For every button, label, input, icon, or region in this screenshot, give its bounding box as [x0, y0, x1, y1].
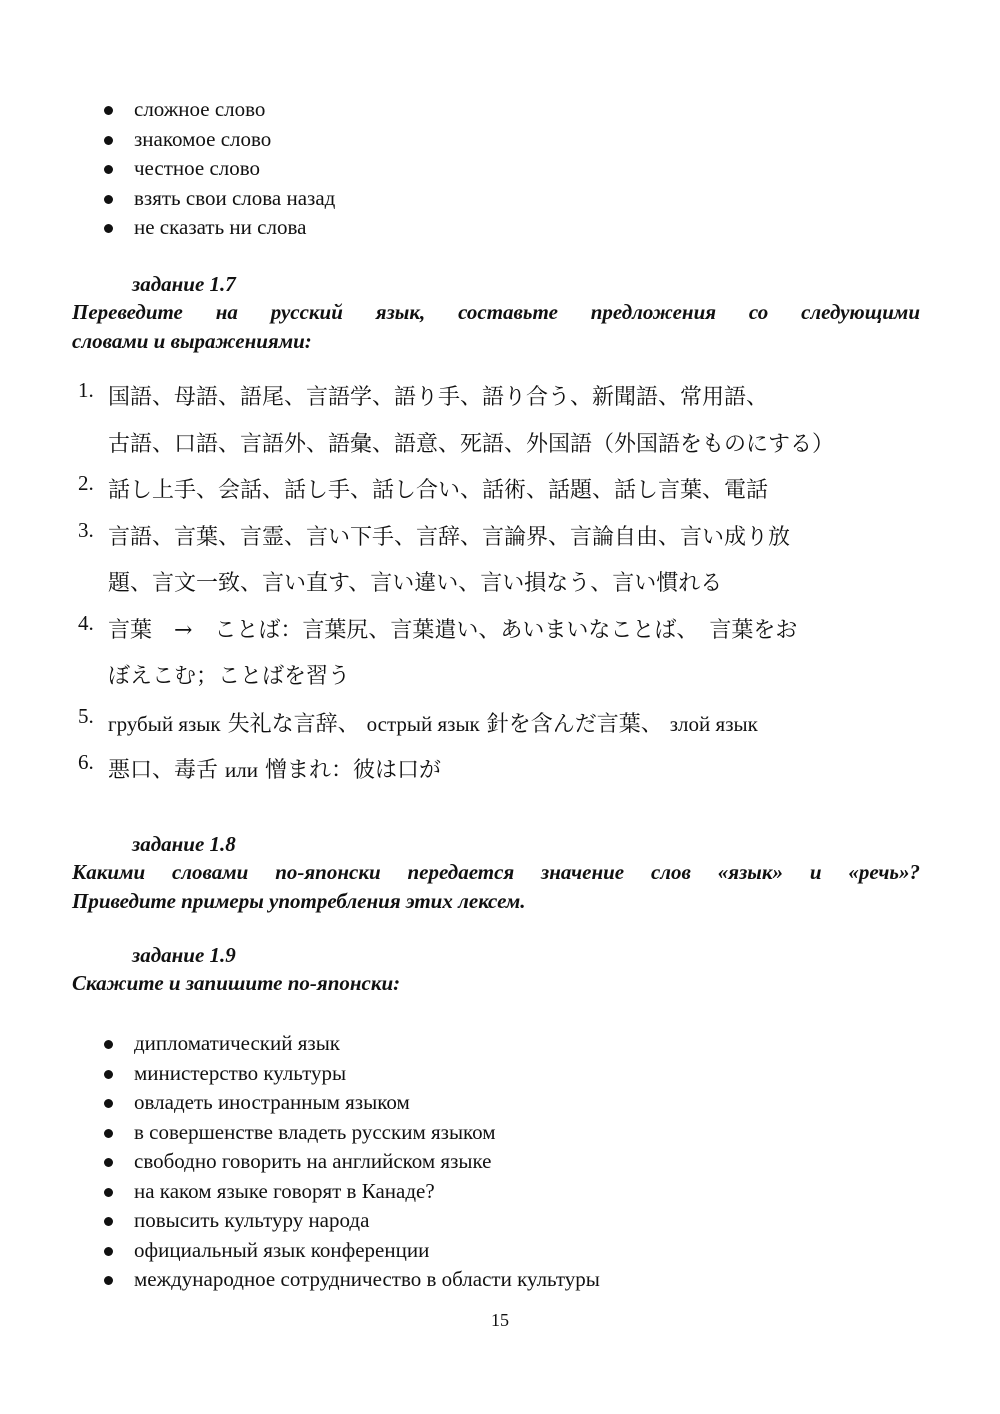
list-item: министерство культуры: [104, 1059, 600, 1089]
numbered-item-5: [78, 704, 938, 751]
list-item: на каком языке говорят в Канаде?: [104, 1177, 600, 1207]
bottom-bullet-list: [104, 1029, 600, 1295]
task-1-8-label: задание 1.8: [132, 832, 236, 856]
numbered-item-6: [78, 750, 938, 797]
task-1-8-line2: Приведите примеры употребления этих лексем.: [72, 889, 526, 913]
item-line: 題、言文一致、言い直す、言い違い、言い損なう、言い慣れる: [108, 571, 723, 596]
top-bullet-list: [104, 95, 335, 243]
bullet-icon: [104, 136, 113, 145]
numbered-item-2: [78, 471, 938, 518]
item-number: 3.: [78, 517, 94, 542]
item-number: 4.: [78, 610, 94, 635]
item-line: ぼえこむ；ことばを習う: [108, 664, 351, 689]
bullet-icon: [104, 1217, 113, 1226]
page-number: 15: [491, 1310, 509, 1330]
bullet-icon: [104, 1247, 113, 1256]
item-number: 2.: [78, 471, 94, 495]
bullet-icon: [104, 1188, 113, 1197]
bullet-icon: [104, 1099, 113, 1108]
item-line: [108, 750, 938, 797]
japanese-phrase: 憎まれ：彼は口が: [257, 758, 441, 783]
item-line: 言葉 → ことば：言葉尻、言葉遣い、あいまいなことば、 言葉をお: [108, 617, 798, 643]
task-1-8-line1: Какими словами по-японски передается значение слов «язык» и «речь»?: [72, 860, 920, 884]
russian-phrase: или: [225, 758, 258, 782]
list-item: овладеть иностранным языком: [104, 1088, 600, 1118]
bullet-icon: [104, 1129, 113, 1138]
russian-phrase: грубый язык: [108, 711, 221, 736]
list-item: взять свои слова назад: [104, 184, 335, 214]
item-number: 1.: [78, 378, 94, 402]
list-item: сложное слово: [104, 95, 335, 125]
list-item: не сказать ни слова: [104, 213, 335, 243]
item-line: 国語、母語、語尾、言語学、語り手、語り合う、新聞語、常用語、: [108, 385, 769, 410]
bullet-icon: [104, 106, 113, 115]
japanese-phrase: 失礼な言辞、: [220, 711, 360, 737]
numbered-item-4: [78, 611, 938, 704]
task-1-8-text: [72, 858, 920, 916]
task-1-7-text: [72, 298, 920, 356]
numbered-item-3: [78, 518, 938, 611]
task-1-7-label: задание 1.7: [132, 272, 236, 296]
item-line: [108, 704, 938, 751]
task-1-9-line1: Скажите и запишите по-японски:: [72, 971, 401, 995]
japanese-phrase: 悪口、毒舌: [108, 758, 225, 783]
task-1-9-text: [72, 969, 920, 998]
bullet-icon: [104, 1040, 113, 1049]
list-item: честное слово: [104, 154, 335, 184]
list-item: дипломатический язык: [104, 1029, 600, 1059]
list-item: официальный язык конференции: [104, 1236, 600, 1266]
bullet-icon: [104, 1070, 113, 1079]
item-number: 5.: [78, 703, 94, 728]
item-line: 話し上手、会話、話し手、話し合い、話術、話題、話し言葉、電話: [108, 478, 769, 503]
task-1-9-label: задание 1.9: [132, 943, 236, 967]
list-item: повысить культуру народа: [104, 1206, 600, 1236]
numbered-item-1: [78, 378, 938, 471]
russian-phrase: острый язык: [366, 711, 480, 736]
task-1-7-line2: словами и выражениями:: [72, 329, 312, 353]
list-item: свободно говорить на английском языке: [104, 1147, 600, 1177]
numbered-japanese-list: [78, 378, 938, 797]
list-item: знакомое слово: [104, 125, 335, 155]
japanese-phrase: 針を含んだ言葉、: [479, 711, 663, 737]
bullet-icon: [104, 224, 113, 233]
bullet-icon: [104, 195, 113, 204]
item-number: 6.: [78, 750, 94, 774]
bullet-icon: [104, 165, 113, 174]
russian-phrase: злой язык: [669, 711, 758, 736]
bullet-icon: [104, 1276, 113, 1285]
list-item: международное сотрудничество в области культуры: [104, 1265, 600, 1295]
bullet-icon: [104, 1158, 113, 1167]
item-line: 言語、言葉、言霊、言い下手、言辞、言論界、言論自由、言い成り放: [108, 524, 791, 550]
task-1-7-line1: Переведите на русский язык, составьте предложения со следующими: [72, 300, 920, 324]
list-item: в совершенстве владеть русским языком: [104, 1118, 600, 1148]
item-line: 古語、口語、言語外、語彙、語意、死語、外国語（外国語をものにする）: [108, 431, 835, 457]
